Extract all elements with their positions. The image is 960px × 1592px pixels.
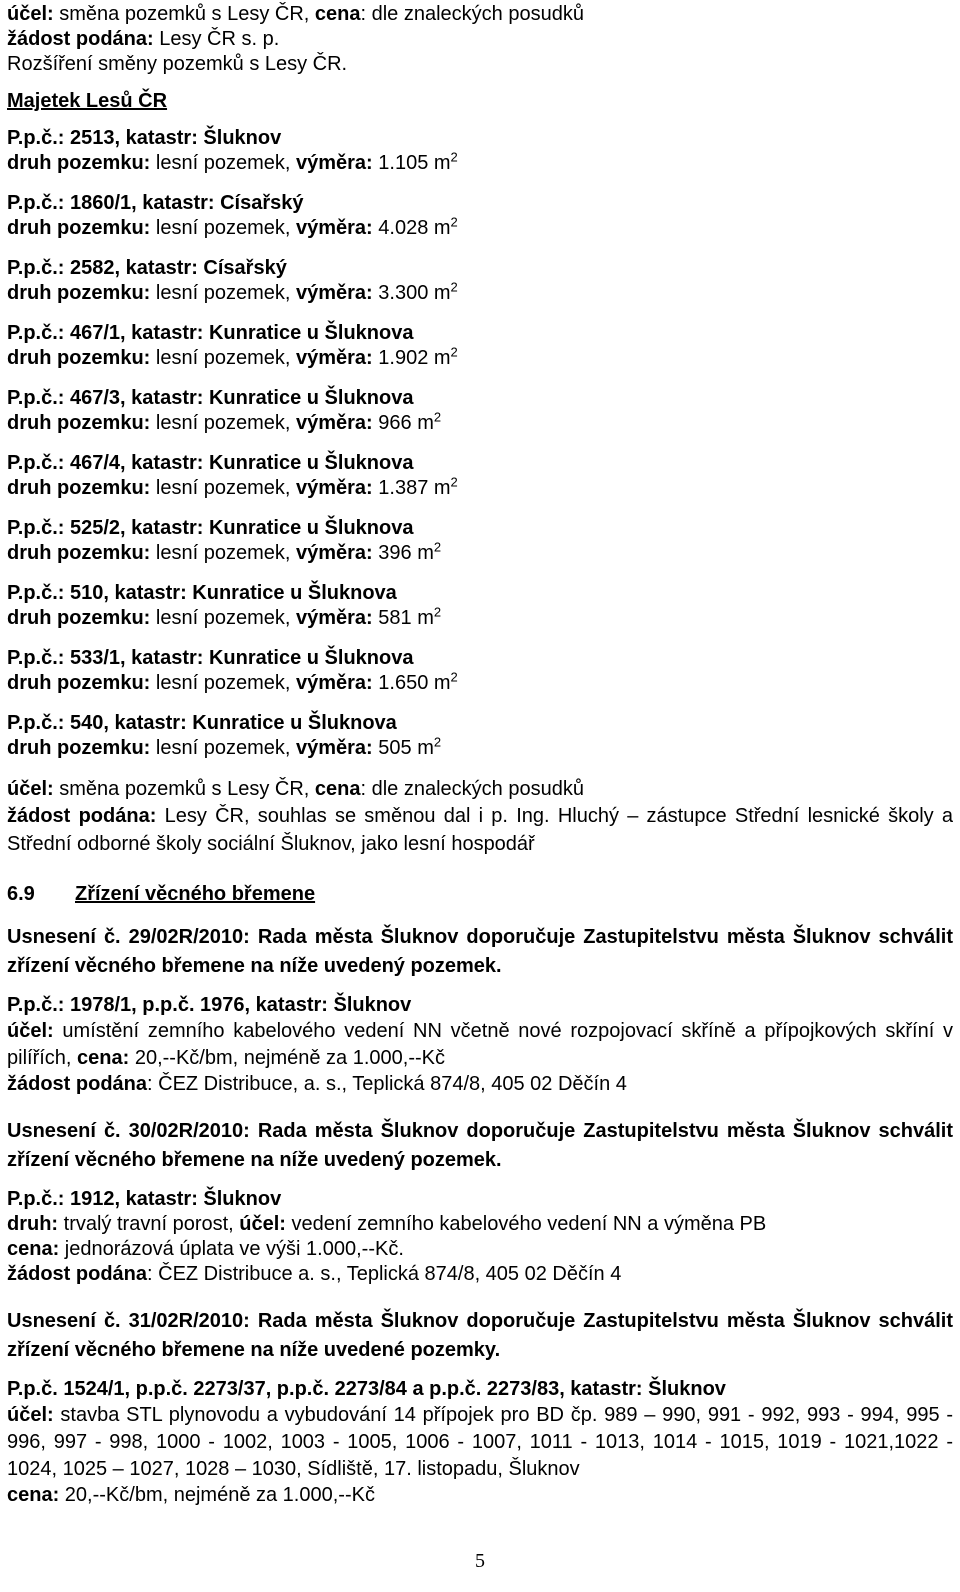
parcel-entry <box>7 516 953 566</box>
label: žádost podána <box>7 1073 148 1095</box>
area-unit-exponent: 2 <box>433 604 442 620</box>
label: výměra: <box>295 607 373 629</box>
label: P.p.č.: <box>7 192 70 214</box>
purpose-line <box>7 777 953 802</box>
parcel-entry <box>7 256 953 306</box>
parcel-number: 540, <box>70 712 115 734</box>
label: výměra: <box>295 282 373 304</box>
cadastre: Kunratice u Šluknova <box>208 452 414 474</box>
parcel-number: 467/1, <box>70 322 132 344</box>
label: P.p.č.: <box>7 712 70 734</box>
area-unit-exponent: 2 <box>450 344 458 360</box>
label: žádost podána: <box>7 28 154 50</box>
land-type: lesní pozemek, <box>155 217 296 239</box>
label: druh pozemku: <box>7 282 151 304</box>
parcel-id-line <box>7 386 953 411</box>
label: druh pozemku: <box>7 477 151 499</box>
parcel-id-line <box>7 711 953 736</box>
parcel-detail-line <box>7 151 953 176</box>
value: : dle znaleckých posudků <box>360 3 584 25</box>
parcel-entry <box>7 191 953 241</box>
label: výměra: <box>295 217 373 239</box>
cadastre: Kunratice u Šluknova <box>192 712 397 734</box>
label: katastr: <box>142 192 221 214</box>
land-type: lesní pozemek, <box>155 412 296 434</box>
area: 966 m <box>378 412 434 434</box>
cadastre: Šluknov <box>203 127 282 149</box>
land-type: lesní pozemek, <box>155 282 296 304</box>
label: druh pozemku: <box>7 607 151 629</box>
request-paragraph <box>7 802 953 858</box>
label: katastr: <box>131 517 209 539</box>
parcel-detail-line <box>7 346 953 371</box>
label: účel: <box>7 1404 54 1426</box>
label: druh pozemku: <box>7 347 151 369</box>
label: účel: <box>7 3 54 25</box>
cadastre: Kunratice u Šluknova <box>208 387 414 409</box>
parcel-id-line <box>7 451 953 476</box>
parcel-line: P.p.č.: 1978/1, p.p.č. 1976, katastr: Šluknov <box>7 994 412 1016</box>
label: P.p.č.: <box>7 517 70 539</box>
label: P.p.č.: <box>7 127 70 149</box>
parcel-number: 525/2, <box>70 517 132 539</box>
parcel-id-line <box>7 191 953 216</box>
label: cena <box>314 3 361 25</box>
label: katastr: <box>114 712 193 734</box>
area: 3.300 m <box>378 282 451 304</box>
request-line <box>7 1262 953 1287</box>
label: druh pozemku: <box>7 152 151 174</box>
parcel-id-line <box>7 646 953 671</box>
parcel-detail-line <box>7 476 953 501</box>
area: 1.650 m <box>378 672 451 694</box>
label: výměra: <box>295 737 373 759</box>
area: 581 m <box>378 607 434 629</box>
land-type: lesní pozemek, <box>155 542 296 564</box>
parcel-entry <box>7 126 953 176</box>
parcel-line: P.p.č. 1524/1, p.p.č. 2273/37, p.p.č. 2273/84 a p.p.č. 2273/83, katastr: Šluknov <box>7 1378 726 1400</box>
land-type: lesní pozemek, <box>155 347 296 369</box>
label: výměra: <box>295 347 373 369</box>
type-purpose-line <box>7 1212 953 1237</box>
parcel-id-line <box>7 321 953 346</box>
parcel-entry <box>7 581 953 631</box>
parcel-entry <box>7 711 953 761</box>
label: druh pozemku: <box>7 737 151 759</box>
label: výměra: <box>295 672 373 694</box>
parcel-detail-line <box>7 671 953 696</box>
value: stavba STL plynovodu a vybudování 14 přípojek pro BD čp. 989 – 990, 991 - 992, 993 - 994, 995 - 996, 997 - 998, 1000 - 1002, 1003 - 1005, 1006 - 1007, 1011 - 1013, 1014 - 1015, 1019 - 1021,1022 - 1024, 1025 – 1027, 1028 – 1030, Sídliště, 17. listopadu, Šluknov <box>7 1404 953 1480</box>
area-unit-exponent: 2 <box>450 279 458 295</box>
parcel-number: 467/3, <box>70 387 132 409</box>
label: P.p.č.: <box>7 322 70 344</box>
area-unit-exponent: 2 <box>450 149 458 165</box>
cadastre: Kunratice u Šluknova <box>208 647 414 669</box>
section-title: Zřízení věcného břemene <box>75 883 316 905</box>
resolution-heading: Usnesení č. 30/02R/2010: Rada města Šluknov doporučuje Zastupitelstvu města Šluknov schválit zřízení věcného břemene na níže uvedený pozemek. <box>7 1120 953 1171</box>
label: druh: <box>7 1213 59 1235</box>
label: cena: <box>77 1047 130 1069</box>
label: P.p.č.: <box>7 387 70 409</box>
label: P.p.č.: <box>7 257 70 279</box>
label: žádost podána <box>7 1263 148 1285</box>
label: cena: <box>7 1484 60 1506</box>
resolution-heading: Usnesení č. 29/02R/2010: Rada města Šluknov doporučuje Zastupitelstvu města Šluknov schválit zřízení věcného břemene na níže uvedený pozemek. <box>7 926 953 977</box>
value: umístění zemního kabelového vedení NN včetně nové rozpojovací skříně a přípojkových skříní v pilířích, <box>7 1020 953 1069</box>
label: cena <box>314 778 361 800</box>
value: směna pozemků s Lesy ČR, <box>53 3 315 25</box>
parcel-number: 510, <box>70 582 115 604</box>
majetek-heading: Majetek Lesů ČR <box>7 90 168 112</box>
request-line <box>7 27 953 52</box>
label: katastr: <box>131 387 209 409</box>
parcel-entry <box>7 321 953 371</box>
section-heading <box>7 882 953 907</box>
parcel-id-line <box>7 126 953 151</box>
land-type: lesní pozemek, <box>155 607 296 629</box>
price-line <box>7 1483 953 1508</box>
land-type: lesní pozemek, <box>155 152 296 174</box>
document-page <box>7 2 953 1508</box>
label: účel: <box>7 1020 54 1042</box>
area-unit-exponent: 2 <box>433 539 442 555</box>
value: : ČEZ Distribuce a. s., Teplická 874/8, 405 02 Děčín 4 <box>147 1263 622 1285</box>
label: katastr: <box>125 127 204 149</box>
parcel-detail-line <box>7 281 953 306</box>
price-line <box>7 1237 953 1262</box>
cadastre: Kunratice u Šluknova <box>192 582 397 604</box>
area-unit-exponent: 2 <box>433 409 442 425</box>
parcel-detail-line <box>7 411 953 436</box>
land-type: lesní pozemek, <box>155 672 296 694</box>
extension-line: Rozšíření směny pozemků s Lesy ČR. <box>7 53 348 75</box>
value: Lesy ČR, souhlas se směnou dal i p. Ing. Hluchý – zástupce Střední lesnické školy a Střední odborné školy sociální Šluknov, jako lesní hospodář <box>7 805 953 855</box>
cadastre: Císařský <box>220 192 304 214</box>
parcel-detail-line <box>7 736 953 761</box>
cadastre: Kunratice u Šluknova <box>208 322 414 344</box>
value: trvalý travní porost, <box>58 1213 240 1235</box>
label: P.p.č.: <box>7 452 70 474</box>
value: jednorázová úplata ve výši 1.000,--Kč. <box>59 1238 404 1260</box>
parcel-id-line <box>7 516 953 541</box>
label: cena: <box>7 1238 60 1260</box>
area: 505 m <box>378 737 434 759</box>
parcel-number: 533/1, <box>70 647 132 669</box>
land-type: lesní pozemek, <box>155 477 296 499</box>
area: 1.105 m <box>378 152 451 174</box>
resolution-heading: Usnesení č. 31/02R/2010: Rada města Šluknov doporučuje Zastupitelstvu města Šluknov schválit zřízení věcného břemene na níže uvedené pozemky. <box>7 1310 953 1361</box>
cadastre: Kunratice u Šluknova <box>208 517 414 539</box>
cadastre: Císařský <box>203 257 287 279</box>
value: 20,--Kč/bm, nejméně za 1.000,--Kč <box>59 1484 375 1506</box>
label: katastr: <box>131 647 209 669</box>
parcel-number: 467/4, <box>70 452 132 474</box>
value: Lesy ČR s. p. <box>153 28 280 50</box>
label: účel: <box>239 1213 286 1235</box>
label: druh pozemku: <box>7 672 151 694</box>
parcel-number: 2582, <box>70 257 126 279</box>
area: 1.902 m <box>378 347 451 369</box>
purpose-line <box>7 2 953 27</box>
label: katastr: <box>131 322 209 344</box>
request-line <box>7 1072 953 1097</box>
purpose-paragraph <box>7 1018 953 1072</box>
section-number: 6.9 <box>7 883 35 905</box>
parcel-entry <box>7 451 953 501</box>
label: výměra: <box>295 412 373 434</box>
label: katastr: <box>125 257 204 279</box>
label: katastr: <box>131 452 209 474</box>
parcel-id-line <box>7 581 953 606</box>
value: vedení zemního kabelového vedení NN a výměna PB <box>285 1213 767 1235</box>
value: směna pozemků s Lesy ČR, <box>53 778 315 800</box>
parcel-detail-line <box>7 216 953 241</box>
value: : dle znaleckých posudků <box>360 778 584 800</box>
label: výměra: <box>295 477 373 499</box>
label: výměra: <box>295 542 373 564</box>
label: žádost podána: <box>7 805 157 827</box>
area: 1.387 m <box>378 477 451 499</box>
area-unit-exponent: 2 <box>450 669 458 685</box>
label: P.p.č.: <box>7 647 70 669</box>
parcel-detail-line <box>7 541 953 566</box>
page-number: 5 <box>475 1550 485 1572</box>
parcel-detail-line <box>7 606 953 631</box>
label: druh pozemku: <box>7 412 151 434</box>
parcel-line: P.p.č.: 1912, katastr: Šluknov <box>7 1188 282 1210</box>
purpose-paragraph <box>7 1402 953 1483</box>
parcel-number: 2513, <box>70 127 126 149</box>
value: : ČEZ Distribuce, a. s., Teplická 874/8, 405 02 Děčín 4 <box>147 1073 627 1095</box>
area-unit-exponent: 2 <box>450 214 458 230</box>
area-unit-exponent: 2 <box>450 474 458 490</box>
label: druh pozemku: <box>7 217 151 239</box>
land-type: lesní pozemek, <box>155 737 296 759</box>
parcel-entry <box>7 386 953 436</box>
parcel-entry <box>7 646 953 696</box>
label: účel: <box>7 778 54 800</box>
area: 396 m <box>378 542 434 564</box>
label: P.p.č.: <box>7 582 70 604</box>
area-unit-exponent: 2 <box>433 734 442 750</box>
parcel-id-line <box>7 256 953 281</box>
label: druh pozemku: <box>7 542 151 564</box>
label: katastr: <box>114 582 193 604</box>
parcel-number: 1860/1, <box>70 192 143 214</box>
parcel-list <box>7 126 953 761</box>
value: 20,--Kč/bm, nejméně za 1.000,--Kč <box>129 1047 445 1069</box>
area: 4.028 m <box>378 217 451 239</box>
label: výměra: <box>295 152 373 174</box>
